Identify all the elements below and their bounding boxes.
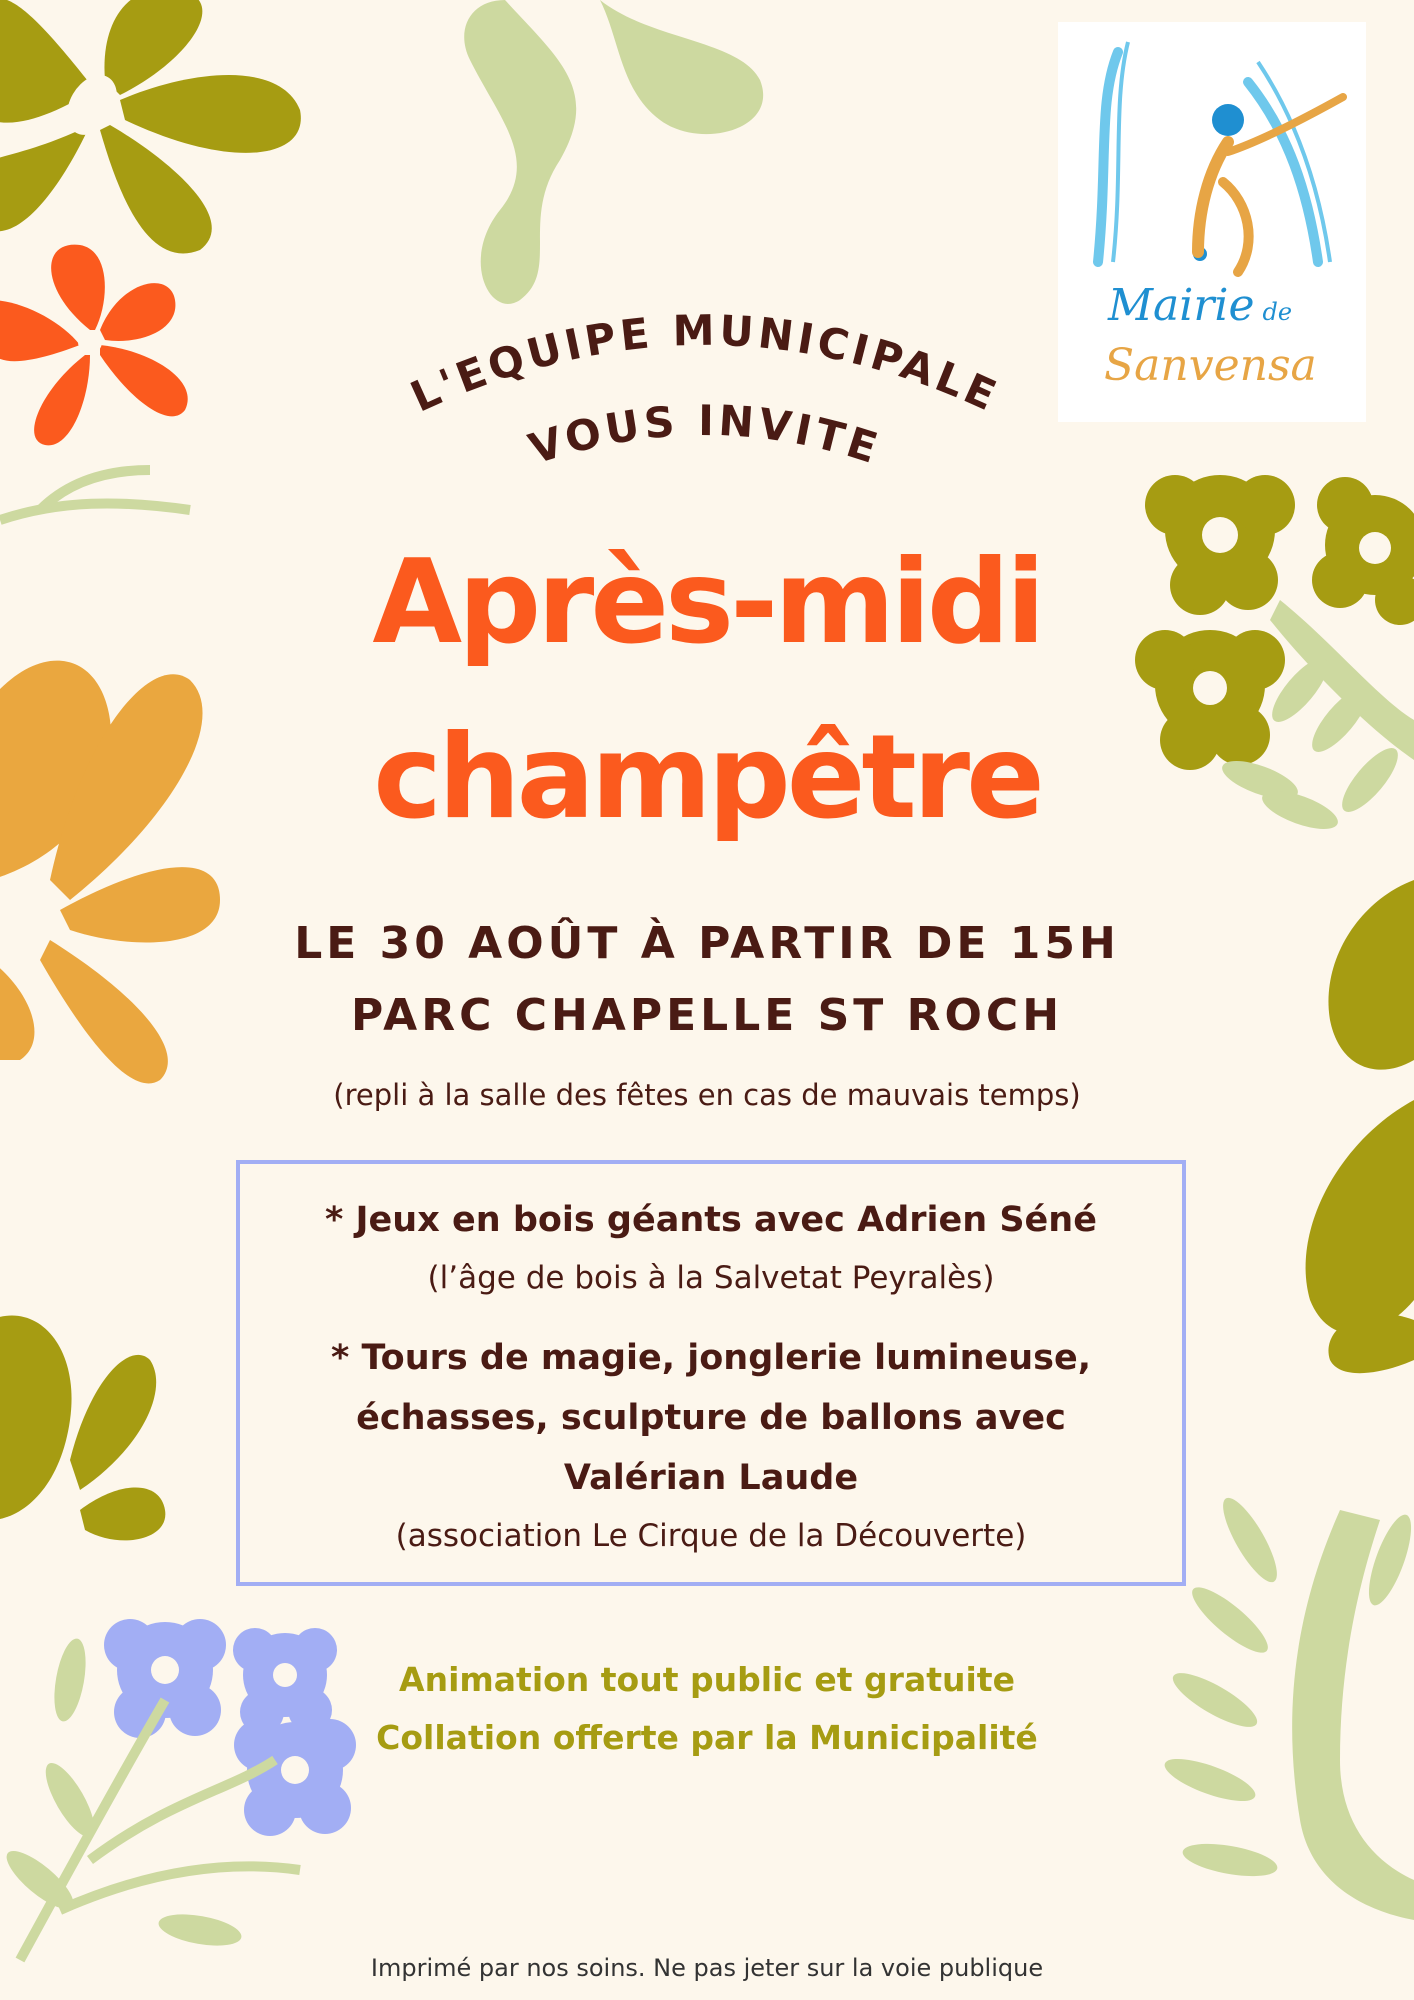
olive-leaf-icon [0, 1316, 165, 1541]
event-place: PARC CHAPELLE ST ROCH [350, 990, 1064, 1041]
footer-note: Imprimé par nos soins. Ne pas jeter sur la voie publique [370, 1954, 1044, 1982]
program-item1-title: * Jeux en bois géants avec Adrien Séné [325, 1200, 1097, 1240]
program-item2-title [240, 1328, 1182, 1508]
green-fern-icon [1160, 1491, 1414, 1920]
logo-text-mairie: Mairie de [1108, 280, 1293, 331]
program-item1-subtitle: (l’âge de bois à la Salvetat Peyralès) [427, 1260, 995, 1296]
program-item2-line3: Valérian Laude [563, 1458, 859, 1498]
info-line2: Collation offerte par la Municipalité [376, 1718, 1038, 1757]
event-title-line2: champêtre [373, 710, 1041, 845]
event-title-line1: Après-midi [372, 535, 1042, 670]
program-item2-line1: * Tours de magie, jonglerie lumineuse, [330, 1338, 1092, 1378]
svg-text:VOUS INVITE [523, 396, 887, 474]
event-fallback-note: (repli à la salle des fêtes en cas de mauvais temps) [333, 1078, 1081, 1112]
program-box [236, 1160, 1186, 1586]
invite-line1: L'EQUIPE MUNICIPALE [403, 305, 1007, 422]
invite-line2: VOUS INVITE [523, 395, 887, 474]
logo-text-sanvensa: Sanvensa [1104, 340, 1317, 391]
program-item2-subtitle: (association Le Cirque de la Découverte) [395, 1518, 1027, 1554]
event-date-time: LE 30 AOÛT À PARTIR DE 15H [294, 918, 1120, 969]
invitation-heading [0, 0, 1414, 520]
program-item2-line2: échasses, sculpture de ballons avec [356, 1398, 1066, 1438]
info-line1: Animation tout public et gratuite [399, 1660, 1015, 1699]
